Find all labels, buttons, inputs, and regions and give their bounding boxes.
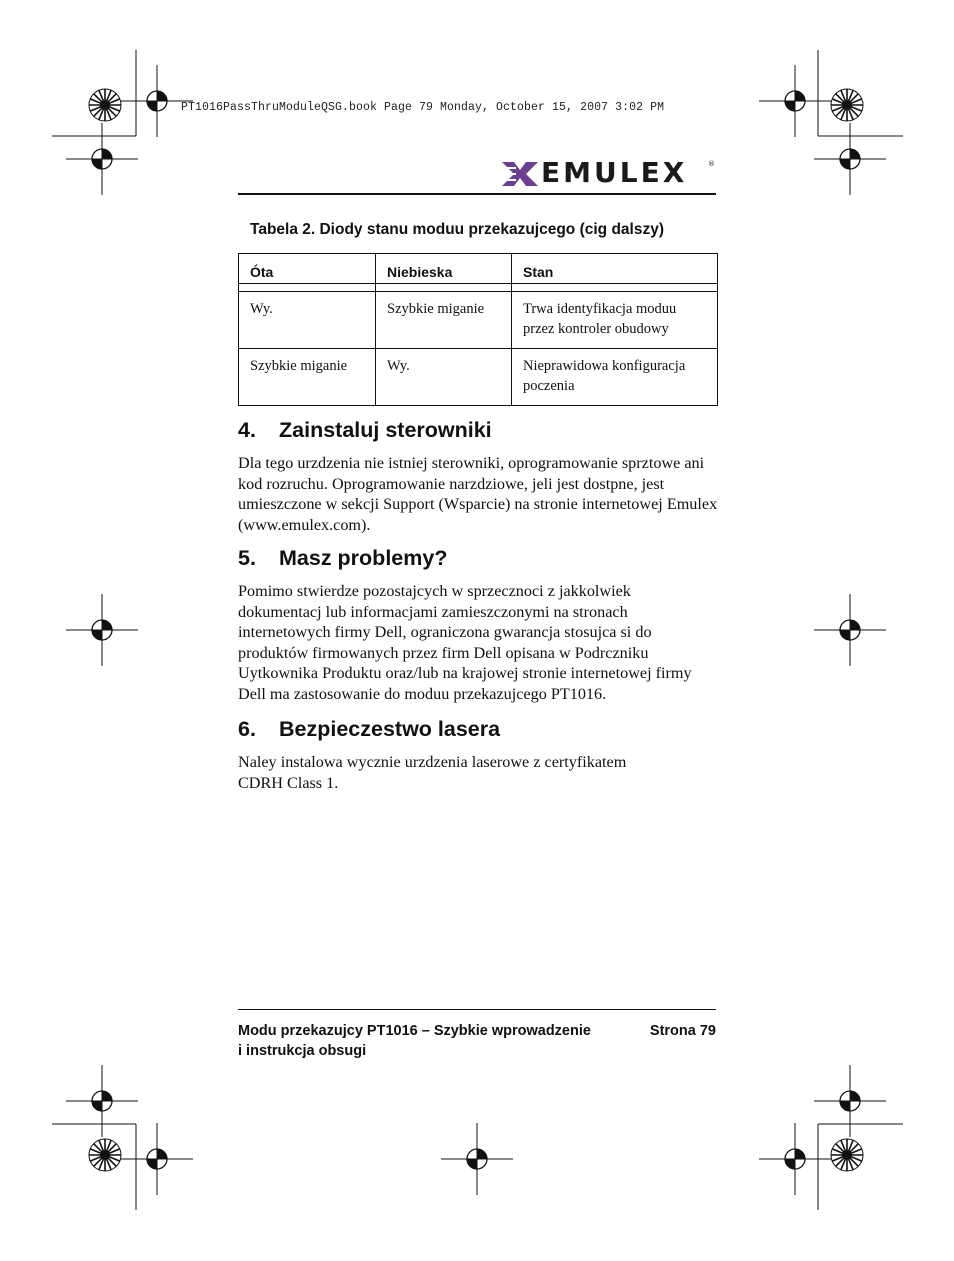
table-row bbox=[239, 292, 718, 349]
footer-title bbox=[238, 1021, 638, 1061]
table-row bbox=[239, 349, 718, 406]
table-cell: Trwa identyfikacja moduu przez kontroler obudowy bbox=[512, 292, 718, 349]
table-caption: Tabela 2. Diody stanu moduu przekazujcego (cig dalszy) bbox=[250, 221, 664, 238]
footer-title-line-1: Modu przekazujcy PT1016 – Szybkie wprowadzenie bbox=[238, 1023, 591, 1039]
table-cell: Szybkie miganie bbox=[376, 292, 512, 349]
section-title: Masz problemy? bbox=[279, 546, 448, 570]
section-number: 4. bbox=[238, 418, 256, 442]
column-header-yellow: Óta bbox=[239, 254, 376, 284]
led-status-table bbox=[238, 253, 718, 406]
page-number: Strona 79 bbox=[649, 1023, 716, 1039]
table-cell: Wy. bbox=[239, 292, 376, 349]
section-heading-install-drivers bbox=[238, 418, 492, 443]
footer-title-line-2: i instrukcja obsugi bbox=[238, 1043, 367, 1059]
header-separator bbox=[239, 284, 718, 292]
section-title: Zainstaluj sterowniki bbox=[279, 418, 492, 442]
table-cell: Szybkie miganie bbox=[239, 349, 376, 406]
section-heading-laser-safety bbox=[238, 717, 500, 742]
footer-rule bbox=[238, 1009, 716, 1010]
brand-name: EMULEX bbox=[541, 156, 688, 189]
column-header-blue: Niebieska bbox=[376, 254, 512, 284]
section-body-laser-safety: Naley instalowa wycznie urzdzenia laserowe z certyfikatem CDRH Class 1. bbox=[238, 753, 627, 792]
section-title: Bezpieczestwo lasera bbox=[279, 717, 501, 741]
column-header-status: Stan bbox=[512, 254, 718, 284]
print-slug-line: PT1016PassThruModuleQSG.book Page 79 Monday, October 15, 2007 3:02 PM bbox=[181, 101, 665, 114]
section-number: 5. bbox=[238, 546, 256, 570]
section-body-problems: Pomimo stwierdze pozostajcych w sprzecznoci z jakkolwiek dokumentacj lub informacjami zamieszczonymi na stronach internetowych firmy Dell, ograniczona gwarancja stosujca si do produktów firmowanych przez firm Dell opisana w Podrczniku Uytkownika Produktu oraz/lub na krajowej stronie internetowej firmy Dell ma zastosowanie do moduu przekazujcego PT1016. bbox=[238, 582, 692, 703]
table-cell: Wy. bbox=[376, 349, 512, 406]
header-rule bbox=[238, 193, 716, 195]
section-number: 6. bbox=[238, 717, 256, 741]
section-body-install-drivers: Dla tego urzdzenia nie istniej sterowniki, oprogramowanie sprztowe ani kod rozruchu. Oprogramowanie narzdziowe, jeli jest dostpne, jest umieszczone w sekcji Support (Wsparcie) na stronie internetowej Emulex (www.emulex.com). bbox=[238, 454, 718, 534]
section-heading-problems bbox=[238, 546, 447, 571]
table-cell: Nieprawidowa konfiguracja poczenia bbox=[512, 349, 718, 406]
registered-mark: ® bbox=[708, 160, 715, 168]
